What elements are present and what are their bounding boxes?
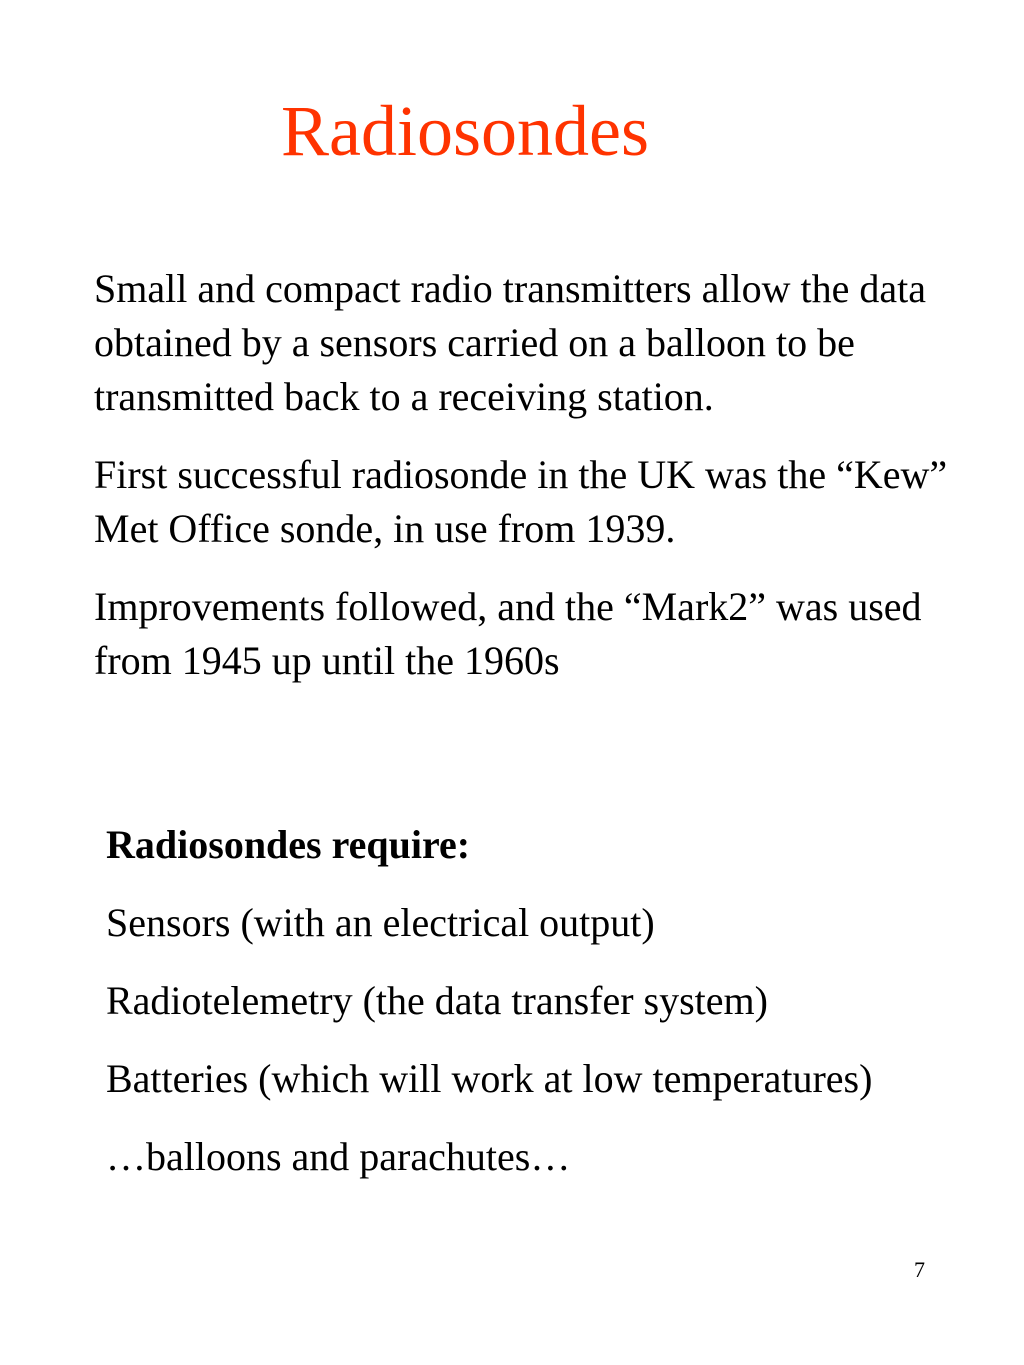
intro-paragraph: Small and compact radio transmitters allow the data obtained by a sensors carried on a balloon to be transmitted back to a receiving station. (94, 266, 926, 419)
intro-paragraph: First successful radiosonde in the UK was the “Kew” Met Office sonde, in use from 1939. (94, 452, 948, 551)
requirements-heading: Radiosondes require: (106, 822, 471, 867)
slide-title: Radiosondes (281, 91, 649, 171)
page-number: 7 (914, 1257, 925, 1282)
requirement-item: Radiotelemetry (the data transfer system) (106, 978, 768, 1023)
requirement-item: …balloons and parachutes… (106, 1134, 571, 1179)
requirement-item: Batteries (which will work at low temperatures) (106, 1056, 873, 1101)
requirement-item: Sensors (with an electrical output) (106, 900, 655, 945)
intro-paragraph: Improvements followed, and the “Mark2” was used from 1945 up until the 1960s (94, 584, 922, 683)
intro-section (94, 262, 974, 712)
requirements-section (106, 818, 966, 1208)
